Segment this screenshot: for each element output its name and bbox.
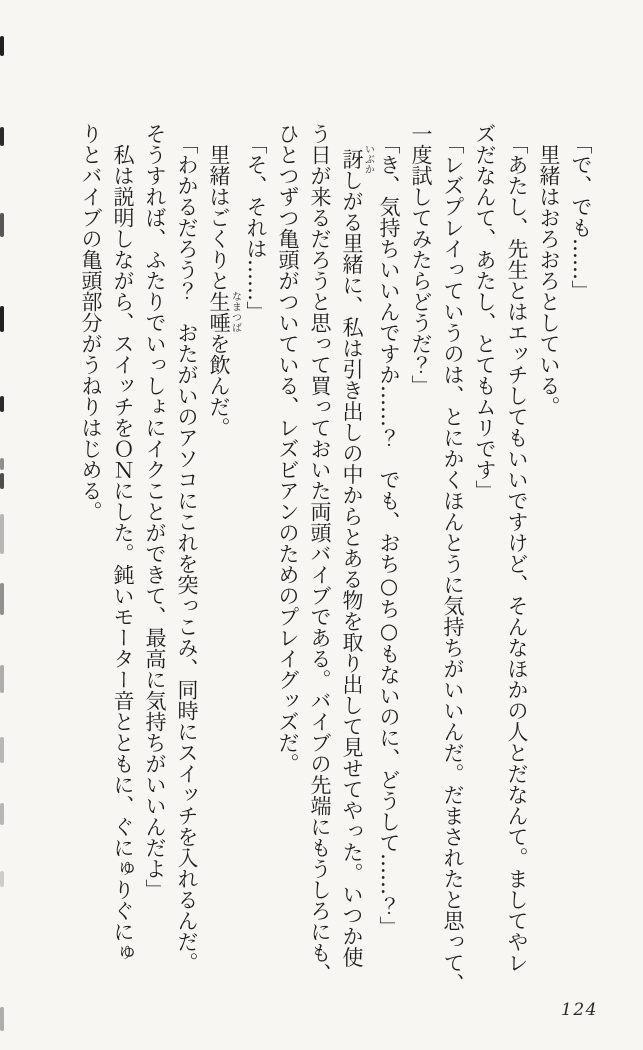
scan-artifact <box>0 458 4 470</box>
scan-artifact <box>0 396 4 412</box>
text-column: 「あたし、先生とはエッチしてもいいですけど、そんなほかの人とだなんて。ましてやレ <box>505 133 529 973</box>
text-column: 私は説明しながら、スイッチをＯＮにした。鈍いモーター音とともに、ぐにゅりぐにゅ <box>111 144 135 963</box>
ruby-annotation: 訝いぶか <box>340 144 374 174</box>
text-column: 里緒はごくりと生唾なまつばを飲んだ。 <box>207 144 241 438</box>
text-column: 「で、でも……」 <box>569 133 593 301</box>
text-column: そうすれば、ふたりでいっしょにイクことができて、最高に気持ちがいいんだよ」 <box>143 123 167 900</box>
scan-artifact <box>0 306 4 332</box>
text-column: 訝いぶかしがる里緒に、私は引き出しの中からとある物を取り出して見せてやった。いつか使 <box>340 144 374 968</box>
text-column: 「そ、それは……」 <box>244 133 268 322</box>
text-column: りとバイブの亀頭部分がうねりはじめる。 <box>79 123 103 522</box>
scan-artifact <box>0 803 4 825</box>
text-column: 一度試してみたらどうだ？」 <box>409 123 433 396</box>
text-column: 「レズプレイっていうのは、とにかくほんとうに気持ちがいいんだ。だまされたと思って、 <box>441 133 465 994</box>
scan-artifact <box>0 871 4 887</box>
binding-artifacts <box>0 0 10 1050</box>
text-column: 「わかるだろう？ おたがいのアソコにこれを突っこみ、同時にスイッチを入れるんだ。 <box>175 133 199 973</box>
scan-artifact <box>0 473 4 489</box>
scan-artifact <box>0 583 4 615</box>
scan-artifact <box>0 737 4 763</box>
text-column: 「き、気持ちいいんですか……？ でも、おち○ち○もないのに、どうして……？」 <box>377 133 401 937</box>
text-column: ズだなんて、あたし、とてもムリです」 <box>473 123 497 501</box>
scan-artifact <box>0 514 4 554</box>
text-column: ひとつずつ亀頭がついている、レズビアンのためのプレイグッズだ。 <box>276 123 300 774</box>
text-column: 里緒はおろおろとしている。 <box>537 144 561 417</box>
scan-artifact <box>0 665 4 693</box>
scan-artifact <box>0 213 4 237</box>
scan-artifact <box>0 127 4 146</box>
ruby-annotation: 生唾なまつば <box>207 291 241 333</box>
scan-artifact <box>0 36 4 56</box>
text-column: う日が来るだろうと思って買っておいた両頭バイブである。バイブの先端にもうしろにも、 <box>308 123 332 984</box>
text-block <box>79 123 597 997</box>
scan-artifact <box>0 1007 4 1031</box>
page-number: 124 <box>561 1000 598 1020</box>
